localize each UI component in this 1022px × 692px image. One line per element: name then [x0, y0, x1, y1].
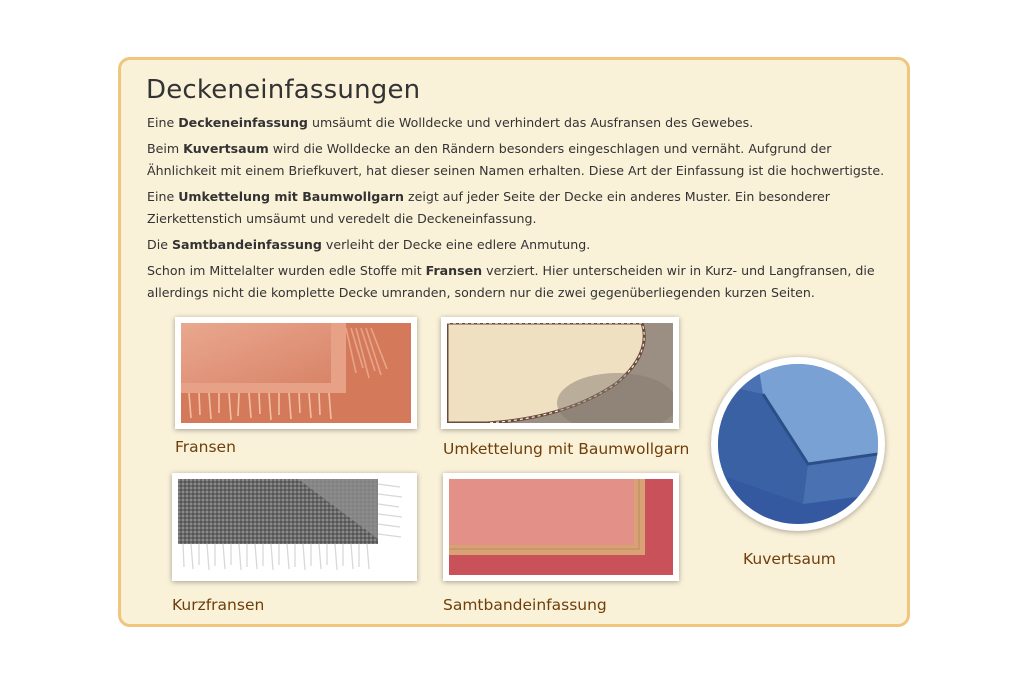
caption-kuvertsaum: Kuvertsaum: [743, 550, 836, 568]
samtband-image: [449, 479, 673, 575]
paragraph-kuvertsaum: [147, 138, 897, 182]
paragraph-keyword: Kuvertsaum: [183, 141, 269, 156]
caption-kurzfransen: Kurzfransen: [172, 596, 265, 614]
paragraph-text: wird die Wolldecke an den Rändern besonders eingeschlagen und vernäht. Aufgrund der Ähnlichkeit mit einem Briefkuvert, hat dieser seinen Namen erhalten. Diese Art der Einfassung ist die hochwertigste.: [147, 141, 885, 178]
kuvertsaum-image: [718, 364, 878, 524]
caption-umkettelung: Umkettelung mit Baumwollgarn: [443, 440, 690, 458]
page-title: Deckeneinfassungen: [146, 75, 421, 105]
kurzfransen-photo: [172, 473, 417, 581]
paragraph-keyword: Umkettelung mit Baumwollgarn: [178, 189, 404, 204]
paragraph-text: zeigt auf jeder Seite der Decke ein anderes Muster. Ein besonderer Zierkettenstich umsäumt und veredelt die Deckeneinfassung.: [147, 189, 830, 226]
kurzfransen-image: [178, 479, 411, 575]
paragraph-keyword: Samtbandeinfassung: [171, 237, 322, 252]
caption-samtband: Samtbandeinfassung: [443, 596, 607, 614]
paragraph-deckeneinfassung: [147, 112, 897, 134]
paragraph-text: Beim: [147, 141, 184, 156]
paragraph-text: verleiht der Decke eine edlere Anmutung.: [321, 237, 591, 252]
paragraph-text: umsäumt die Wolldecke und verhindert das Ausfransen des Gewebes.: [307, 115, 754, 130]
paragraph-text: Eine: [147, 115, 179, 130]
paragraph-text: Die: [147, 237, 172, 252]
edging-info-panel: [118, 57, 910, 627]
kuvertsaum-photo: [711, 357, 885, 531]
fransen-image: [181, 323, 411, 423]
paragraph-umkettelung: [147, 186, 897, 230]
paragraph-fransen: [147, 260, 897, 304]
paragraph-keyword: Fransen: [425, 263, 483, 278]
umkettelung-image: [447, 323, 673, 423]
umkettelung-photo: [441, 317, 679, 429]
paragraph-samtband: [147, 234, 897, 256]
caption-fransen: Fransen: [175, 438, 236, 456]
paragraph-text: verziert. Hier unterscheiden wir in Kurz- und Langfransen, die allerdings nicht die komplette Decke umranden, sondern nur die zwei gegenüberliegenden kurzen Seiten.: [147, 263, 875, 300]
paragraph-keyword: Deckeneinfassung: [178, 115, 308, 130]
paragraph-text: Schon im Mittelalter wurden edle Stoffe mit: [147, 263, 426, 278]
paragraph-text: Eine: [147, 189, 179, 204]
fransen-photo: [175, 317, 417, 429]
samtband-photo: [443, 473, 679, 581]
